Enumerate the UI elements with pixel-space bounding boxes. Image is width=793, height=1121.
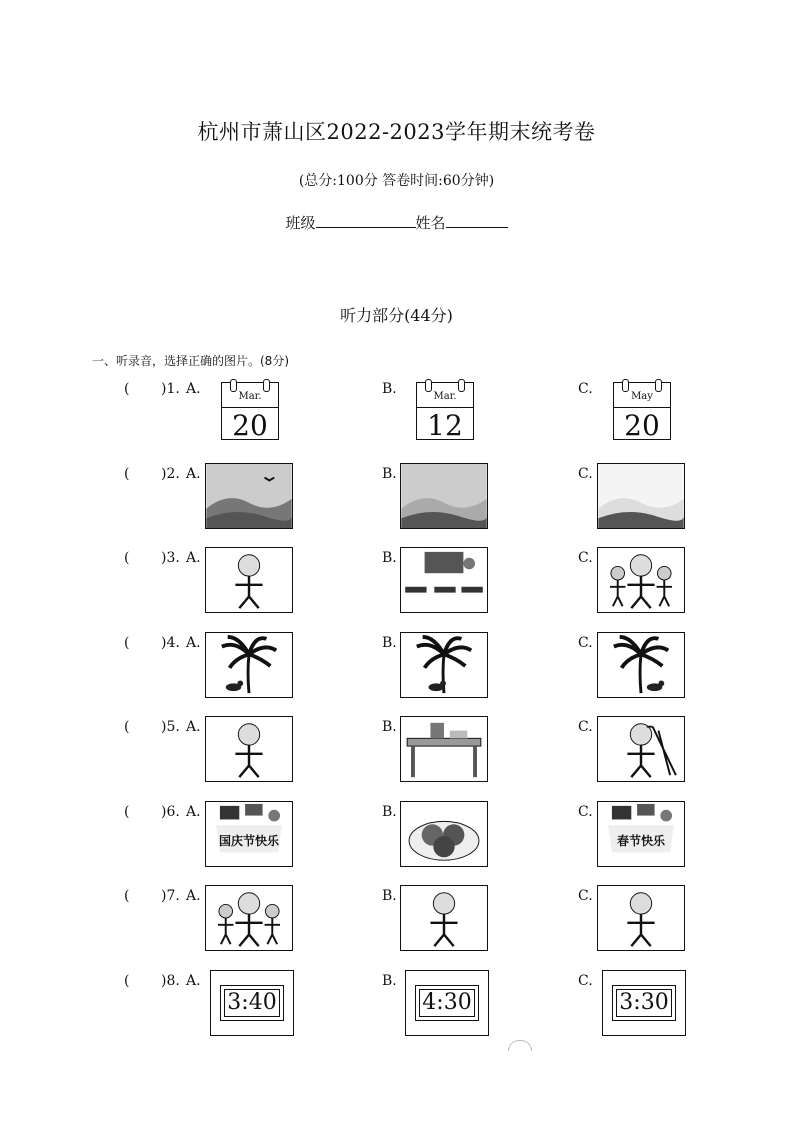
clock-time: 3:40 [227,990,277,1015]
palm-tree-cat-right-icon [598,633,684,697]
option-b-picture[interactable] [400,801,488,867]
question-number: )2. [161,466,180,482]
class-blank[interactable] [316,213,416,228]
option-b-picture[interactable] [400,547,488,613]
option-label-b: B. [382,550,397,566]
calendar-month: Mar. [433,391,457,402]
option-c-picture[interactable] [597,463,685,529]
clock-face [612,985,676,1021]
option-b-picture[interactable] [400,885,488,951]
calendar-month: May [631,391,653,402]
option-b-clock[interactable] [405,970,489,1036]
name-label: 姓名 [415,214,446,232]
children-waving-icon [598,548,684,612]
answer-paren[interactable]: ( [124,466,130,482]
answer-paren[interactable]: ( [124,635,130,651]
clock-time: 3:30 [619,990,669,1015]
option-label-c: C. [578,635,593,651]
option-b-picture[interactable] [400,632,488,698]
option-label-a: A. [186,888,201,904]
calendar-divider [222,407,278,408]
girl-cat-icon [598,886,684,950]
banner-text: 春节快乐 [616,834,665,848]
calendar-day: 12 [427,409,463,442]
option-a-picture[interactable] [205,885,293,951]
option-b-calendar[interactable] [416,382,474,440]
class-label: 班级 [285,214,316,232]
option-label-b: B. [382,381,397,397]
section-instruction: 一、听录音，选择正确的图片。(8分) [92,354,289,368]
clock-time: 4:30 [422,990,472,1015]
calendar-month: Mar. [238,391,262,402]
answer-paren[interactable]: ( [124,804,130,820]
question-number: )1. [161,381,180,397]
option-a-picture[interactable] [205,716,293,782]
exam-subtitle: (总分:100分 答卷时间:60分钟) [298,173,495,189]
question-number: )4. [161,635,180,651]
banner-text: 国庆节快乐 [218,834,279,848]
calendar-day: 20 [232,409,268,442]
option-c-calendar[interactable] [613,382,671,440]
option-label-b: B. [382,973,397,989]
calendar-day: 20 [624,409,660,442]
option-label-c: C. [578,719,593,735]
option-label-c: C. [578,466,593,482]
clock-face [415,985,479,1021]
option-a-clock[interactable] [210,970,294,1036]
calendar-divider [417,407,473,408]
question-number: )7. [161,888,180,904]
girl-quiet-icon [206,717,292,781]
option-label-a: A. [186,466,201,482]
answer-paren[interactable]: ( [124,888,130,904]
exam-title: 杭州市萧山区2022-2023学年期末统考卷 [197,120,596,144]
option-label-b: B. [382,635,397,651]
answer-paren[interactable]: ( [124,719,130,735]
student-info [0,212,793,233]
family-walking-icon [206,886,292,950]
question-number: )3. [161,550,180,566]
option-a-picture[interactable] [205,463,293,529]
option-label-a: A. [186,804,201,820]
spring-landscape-icon [206,464,292,528]
page-mark-icon [508,1040,532,1051]
question-number: )6. [161,804,180,820]
option-c-clock[interactable] [602,970,686,1036]
option-label-c: C. [578,804,593,820]
question-number: )8. [161,973,180,989]
option-a-picture[interactable] [205,547,293,613]
option-label-c: C. [578,381,593,397]
option-label-a: A. [186,973,201,989]
option-b-picture[interactable] [400,463,488,529]
girl-mopping-icon [206,548,292,612]
summer-pond-icon [401,464,487,528]
name-blank[interactable] [446,213,508,228]
option-label-b: B. [382,804,397,820]
option-label-a: A. [186,719,201,735]
section-title: 听力部分(44分) [340,306,453,325]
clock-face [220,985,284,1021]
option-c-picture[interactable] [597,885,685,951]
option-label-b: B. [382,466,397,482]
option-label-c: C. [578,550,593,566]
option-b-picture[interactable] [400,716,488,782]
question-number: )5. [161,719,180,735]
playground-slide-icon [598,717,684,781]
calendar-divider [614,407,670,408]
desk-icon [401,717,487,781]
option-label-c: C. [578,973,593,989]
answer-paren[interactable]: ( [124,973,130,989]
classroom-icon [401,548,487,612]
option-c-picture[interactable] [597,547,685,613]
answer-paren[interactable]: ( [124,381,130,397]
option-label-c: C. [578,888,593,904]
answer-paren[interactable]: ( [124,550,130,566]
option-c-picture[interactable] [597,632,685,698]
man-reading-icon [401,886,487,950]
palm-tree-cat-under-icon [401,633,487,697]
palm-tree-cat-left-icon [206,633,292,697]
option-a-banner[interactable] [205,801,293,867]
option-label-a: A. [186,550,201,566]
autumn-field-icon [598,464,684,528]
option-label-b: B. [382,719,397,735]
option-label-a: A. [186,381,201,397]
mooncakes-icon [401,802,487,866]
option-c-banner[interactable] [597,801,685,867]
option-label-b: B. [382,888,397,904]
option-c-picture[interactable] [597,716,685,782]
option-label-a: A. [186,635,201,651]
option-a-calendar[interactable] [221,382,279,440]
option-a-picture[interactable] [205,632,293,698]
